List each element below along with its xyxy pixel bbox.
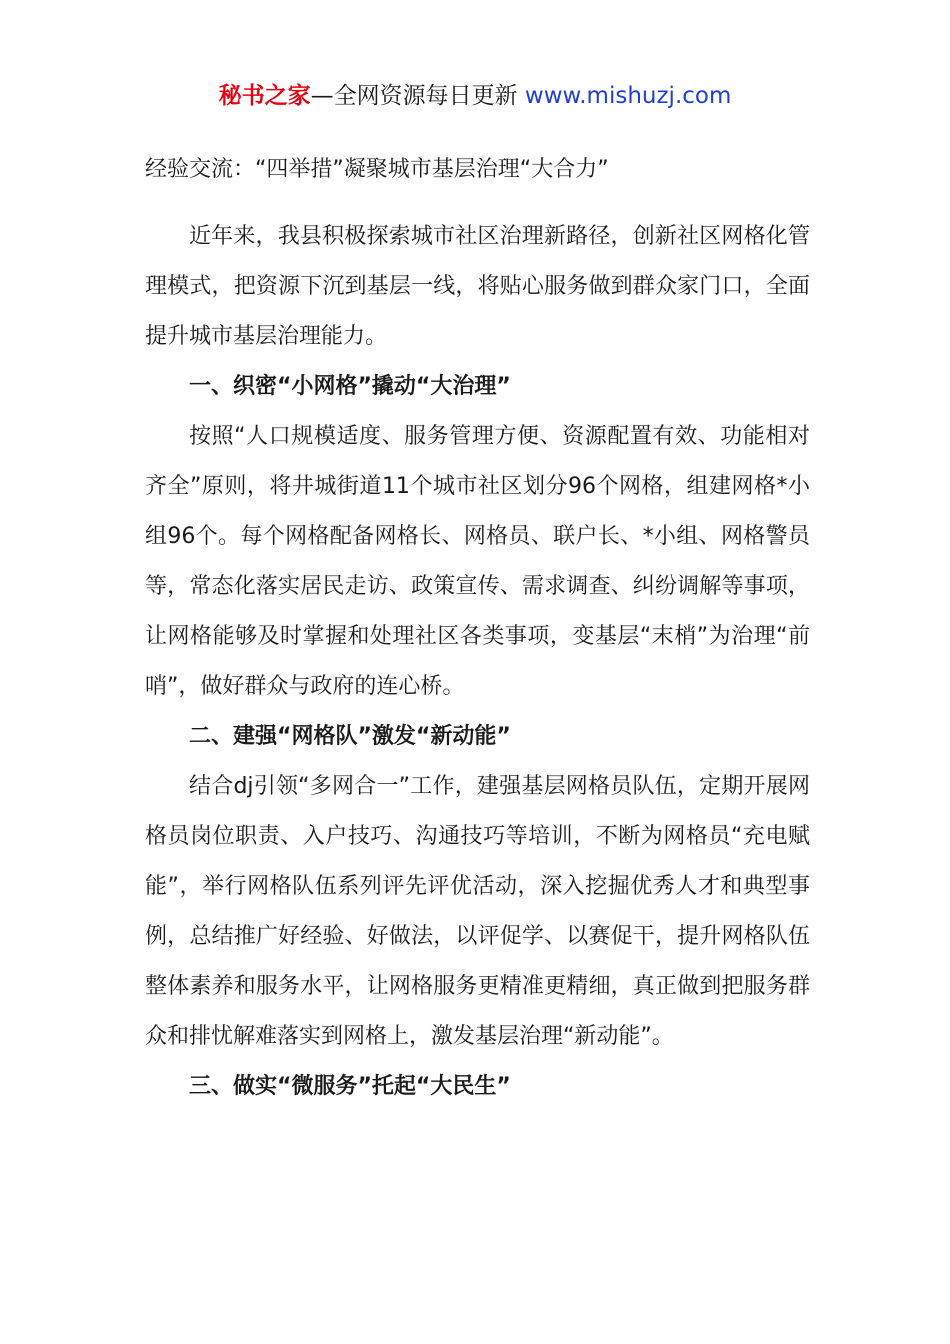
site-link[interactable]: www.mishuzj.com — [524, 83, 732, 109]
section-paragraph: 按照“人口规模适度、服务管理方便、资源配置有效、功能相对齐全”原则，将井城街道11个城市社区划分96个网格，组建网格*小组96个。每个网格配备网格长、网格员、联户长、*小组、网格警员等，常态化落实居民走访、政策宣传、需求调查、纠纷调解等事项，让网格能够及时掌握和处理社区各类事项，变基层“末梢”为治理“前哨”，做好群众与政府的连心桥。 — [145, 424, 810, 699]
brand-name: 秘书之家 — [218, 83, 311, 109]
section-heading: 一、织密“小网格”撬动“大治理” — [189, 374, 511, 399]
intro-paragraph: 近年来，我县积极探索城市社区治理新路径，创新社区网格化管理模式，把资源下沉到基层一线，将贴心服务做到群众家门口，全面提升城市基层治理能力。 — [145, 224, 810, 349]
section-heading: 三、做实“微服务”托起“大民生” — [189, 1074, 511, 1099]
section-heading: 二、建强“网格队”激发“新动能” — [189, 724, 511, 749]
site-header — [0, 80, 950, 112]
document-body — [145, 212, 810, 1112]
header-tagline: —全网资源每日更新 — [310, 83, 518, 109]
document-title: 经验交流：“四举措”凝聚城市基层治理“大合力” — [145, 157, 609, 182]
section-paragraph: 结合dj引领“多网合一”工作，建强基层网格员队伍，定期开展网格员岗位职责、入户技巧、沟通技巧等培训，不断为网格员“充电赋能”，举行网格队伍系列评先评优活动，深入挖掘优秀人才和典型事例，总结推广好经验、好做法，以评促学、以赛促干，提升网格队伍整体素养和服务水平，让网格服务更精准更精细，真正做到把服务群众和排忧解难落实到网格上，激发基层治理“新动能”。 — [145, 774, 810, 1049]
